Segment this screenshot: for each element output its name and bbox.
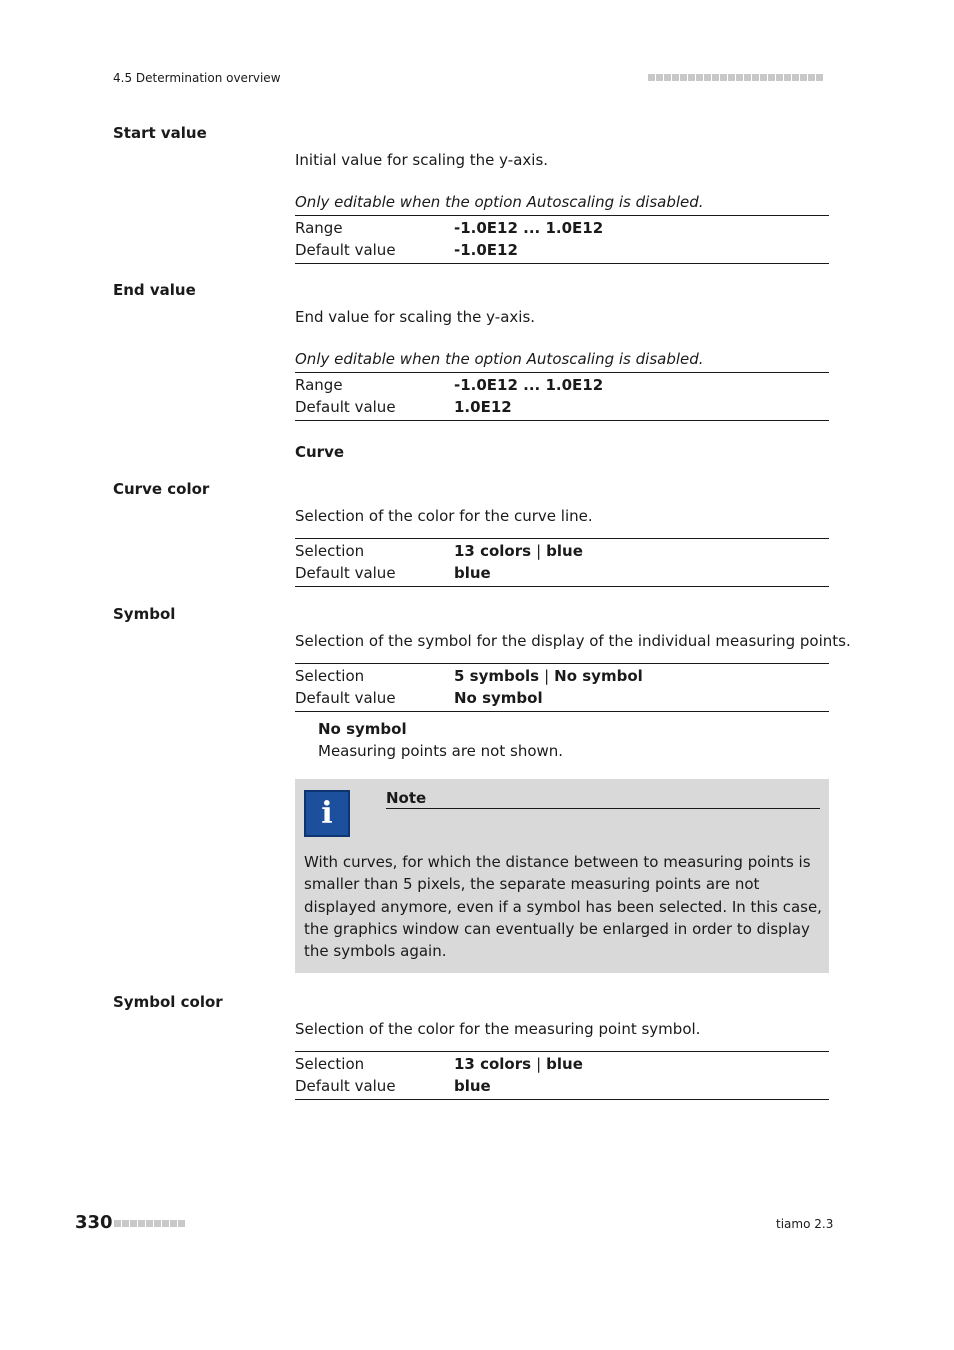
symbol-description: Selection of the symbol for the display of the individual measuring points.: [295, 632, 851, 650]
row-value: 1.0E12: [454, 398, 512, 416]
start-value-note: Only editable when the option Autoscaling is disabled.: [295, 193, 704, 211]
end-value-description: End value for scaling the y-axis.: [295, 308, 536, 326]
note-text: With curves, for which the distance between to measuring points is smaller than 5 pixels, the separate measuring points are not displayed anymore, even if a symbol has been selected. In this case, the graphics window can eventually be enlarged in order to display the symbols again.: [304, 853, 822, 961]
option-name: No symbol: [318, 720, 407, 738]
row-value: -1.0E12 ... 1.0E12: [454, 219, 604, 237]
note-title: Note: [386, 789, 820, 809]
product-name: tiamo 2.3: [776, 1217, 834, 1231]
row-key: Default value: [295, 564, 396, 582]
row-key: Selection: [295, 1055, 365, 1073]
running-header: 4.5 Determination overview: [113, 71, 281, 85]
start-value-table: [295, 215, 829, 264]
info-icon: i: [304, 790, 350, 837]
symbol-color-table: [295, 1051, 829, 1100]
row-key: Default value: [295, 398, 396, 416]
curve-color-table: [295, 538, 829, 587]
symbol-color-title: Symbol color: [113, 993, 223, 1011]
row-key: Default value: [295, 1077, 396, 1095]
end-value-table: [295, 372, 829, 421]
row-value: 5 symbols | No symbol: [454, 667, 643, 685]
table-row: [295, 217, 829, 239]
row-key: Selection: [295, 667, 365, 685]
row-value: blue: [454, 1077, 491, 1095]
row-value: -1.0E12 ... 1.0E12: [454, 376, 604, 394]
curve-color-title: Curve color: [113, 480, 210, 498]
end-value-note: Only editable when the option Autoscaling is disabled.: [295, 350, 704, 368]
table-row: [295, 239, 829, 261]
curve-color-description: Selection of the color for the curve line.: [295, 507, 593, 525]
row-value: -1.0E12: [454, 241, 518, 259]
row-key: Default value: [295, 241, 396, 259]
row-value: blue: [454, 564, 491, 582]
end-value-title: End value: [113, 281, 196, 299]
table-row: [295, 1053, 829, 1075]
row-value: No symbol: [454, 689, 543, 707]
row-key: Range: [295, 376, 343, 394]
table-row: [295, 665, 829, 687]
table-row: [295, 687, 829, 709]
curve-subheading: Curve: [295, 443, 345, 461]
table-row: [295, 1075, 829, 1097]
row-value: 13 colors | blue: [454, 542, 583, 560]
symbol-table: [295, 663, 829, 712]
row-key: Range: [295, 219, 343, 237]
table-row: [295, 540, 829, 562]
row-key: Default value: [295, 689, 396, 707]
table-row: [295, 562, 829, 584]
footer-decoration: [114, 1220, 185, 1227]
symbol-title: Symbol: [113, 605, 176, 623]
option-description: Measuring points are not shown.: [318, 742, 564, 760]
note-box: [295, 779, 829, 973]
row-value: 13 colors | blue: [454, 1055, 583, 1073]
page-number: 330: [75, 1212, 113, 1233]
table-row: [295, 374, 829, 396]
start-value-description: Initial value for scaling the y-axis.: [295, 151, 549, 169]
header-decoration: [648, 74, 823, 81]
start-value-title: Start value: [113, 124, 207, 142]
table-row: [295, 396, 829, 418]
row-key: Selection: [295, 542, 365, 560]
symbol-color-description: Selection of the color for the measuring point symbol.: [295, 1020, 701, 1038]
